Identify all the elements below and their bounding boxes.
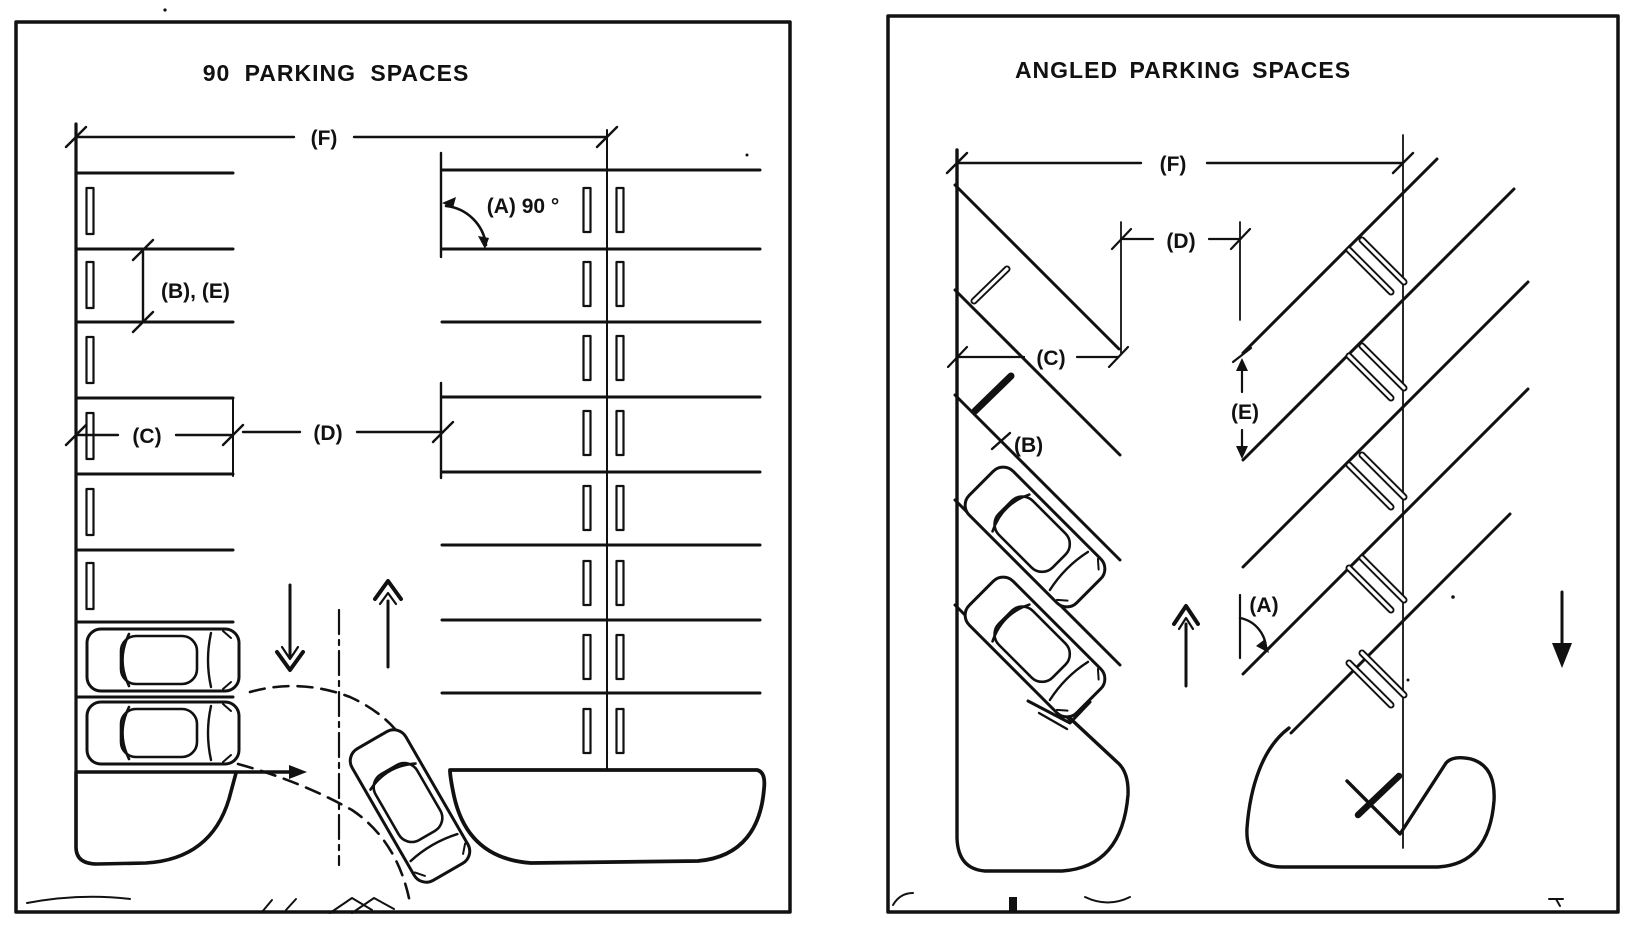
left-panel-title: 90 PARKING SPACES: [202, 60, 470, 86]
dimension-f-left-label: (F): [310, 127, 338, 150]
island-bottom-right: [1247, 728, 1494, 867]
dimension-d-right-label: (D): [1166, 230, 1196, 253]
dimension-f-left: [66, 127, 617, 147]
angle-a-right-label: (A): [1249, 594, 1279, 617]
dimension-e-right-label: (E): [1231, 401, 1259, 424]
dimension-c-right-label: (C): [1036, 347, 1066, 370]
right-angled-stall-lines: [1243, 159, 1528, 733]
dimension-be-left-label: (B), (E): [161, 280, 230, 303]
angle-a-left: [442, 197, 489, 249]
aisle-edge-arrowhead: [289, 765, 307, 779]
bottom-road-marks-right: [893, 893, 1563, 906]
dimension-f-right-label: (F): [1159, 153, 1187, 176]
down-arrow-icon: [277, 585, 303, 670]
right-panel-angled-parking: [888, 16, 1618, 912]
down-arrow-icon: [1552, 592, 1572, 668]
island-notch-wheel-stop: [1358, 776, 1399, 815]
parked-car: [87, 702, 239, 764]
angle-a-left-label: (A) 90 °: [486, 195, 560, 218]
parked-car: [87, 629, 239, 691]
center-double-column: [441, 130, 760, 770]
up-arrow-icon: [1174, 606, 1198, 686]
right-panel-title: ANGLED PARKING SPACES: [1014, 57, 1352, 83]
dimension-c-left-label: (C): [132, 425, 162, 448]
right-panel-frame: [888, 16, 1618, 912]
dimension-d-left: [243, 422, 453, 442]
left-panel-90-parking: [16, 8, 790, 913]
dimension-be-left: [133, 240, 153, 332]
angled-parked-car: [959, 571, 1110, 722]
dimension-b-right-label: (B): [1014, 434, 1044, 457]
dimension-d-left-label: (D): [313, 422, 343, 445]
central-angled-wheel-stops: [1349, 240, 1404, 705]
island-left: [76, 773, 236, 864]
angled-parked-car: [959, 461, 1110, 612]
up-arrow-icon: [375, 581, 401, 667]
island-center: [450, 770, 764, 863]
